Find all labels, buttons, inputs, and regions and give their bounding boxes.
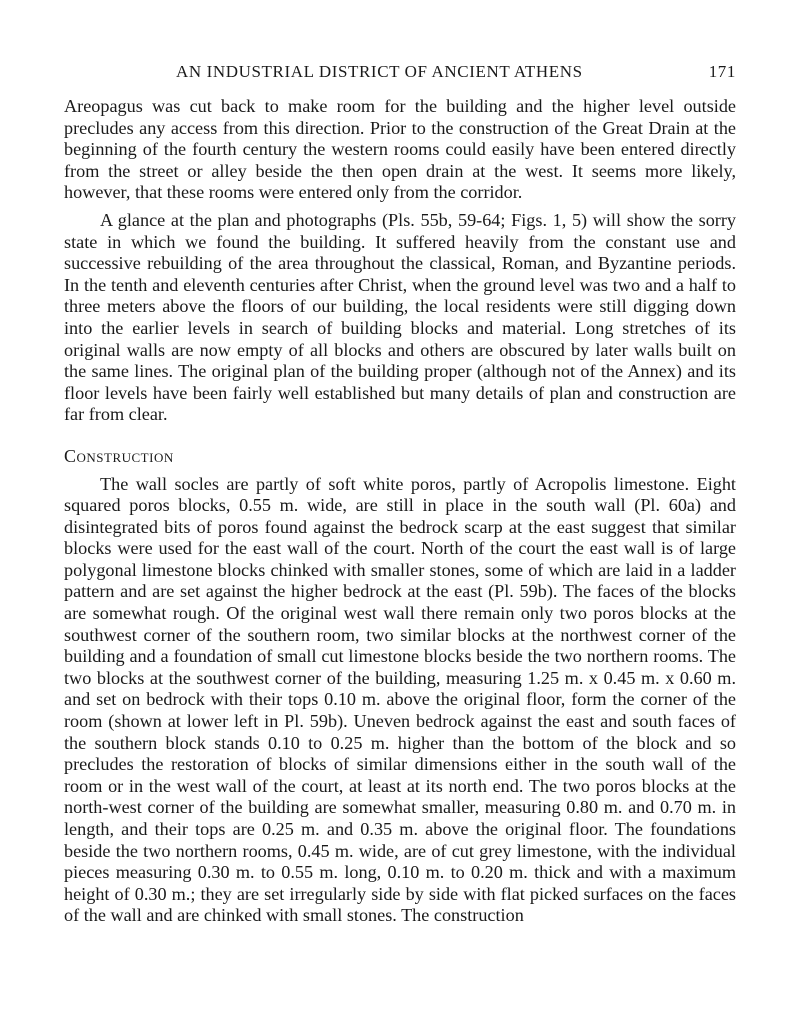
section-heading: Construction — [64, 445, 174, 466]
paragraph-2: A glance at the plan and photographs (Pls. 55b, 59-64; Figs. 1, 5) will show the sorry state in which we found the building. It suffered heavily from the constant use and successive rebuilding of the area throughout the classical, Roman, and Byzantine periods. In the tenth and eleventh centuries after Christ, when the ground level was two and a half to three meters above the floors of our building, the local residents were still digging down into the earlier levels in search of building blocks and material. Long stretches of its original walls are now empty of all blocks and others are obscured by later walls built on the same lines. The original plan of the building proper (although not of the Annex) and its floor levels have been fairly well established but many details of plan and construction are far from clear. — [64, 209, 736, 425]
paragraph-1: Areopagus was cut back to make room for the building and the higher level outside precludes any access from this direction. Prior to the construction of the Great Drain at the beginning of the fourth century the western rooms could easily have been entered directly from the street or alley beside the then open drain at the west. It seems more likely, however, that these rooms were entered only from the corridor. — [64, 96, 736, 203]
running-title: AN INDUSTRIAL DISTRICT OF ANCIENT ATHENS — [176, 62, 583, 81]
page-number: 171 — [708, 62, 736, 81]
body-text — [64, 96, 736, 927]
running-head — [66, 62, 736, 86]
construction-paragraph: The wall socles are partly of soft white poros, partly of Acropolis limestone. Eight squared poros blocks, 0.55 m. wide, are still in place in the south wall (Pl. 60a) and disintegrated bits of poros found against the bedrock scarp at the east suggest that similar blocks were used for the east wall of the court. North of the court the east wall is of large polygonal limestone blocks chinked with smaller stones, some of which are laid in a ladder pattern and are set against the higher bedrock at the east (Pl. 59b). The faces of the blocks are somewhat rough. Of the original west wall there remain only two poros blocks at the southwest corner of the southern room, two similar blocks at the northwest corner of the building and a foundation of small cut limestone blocks beside the two northern rooms. The two blocks at the southwest corner of the building, measuring 1.25 m. x 0.45 m. x 0.60 m. and set on bedrock with their tops 0.10 m. above the original floor, form the corner of the room (shown at lower left in Pl. 59b). Uneven bedrock against the east and south faces of the southern block stands 0.10 to 0.25 m. higher than the bottom of the block and so precludes the restoration of blocks of similar dimensions either in the south wall of the room or in the west wall of the court, at least at its north end. The two poros blocks at the north-west corner of the building are somewhat smaller, measuring 0.80 m. and 0.70 m. in length, and their tops are 0.25 m. and 0.35 m. above the original floor. The foundations beside the two northern rooms, 0.45 m. wide, are of cut grey limestone, with the individual pieces measuring 0.30 m. to 0.55 m. long, 0.10 m. to 0.20 m. thick and with a maximum height of 0.30 m.; they are set irregularly side by side with flat picked surfaces on the faces of the wall and are chinked with small stones. The construction — [64, 473, 736, 926]
